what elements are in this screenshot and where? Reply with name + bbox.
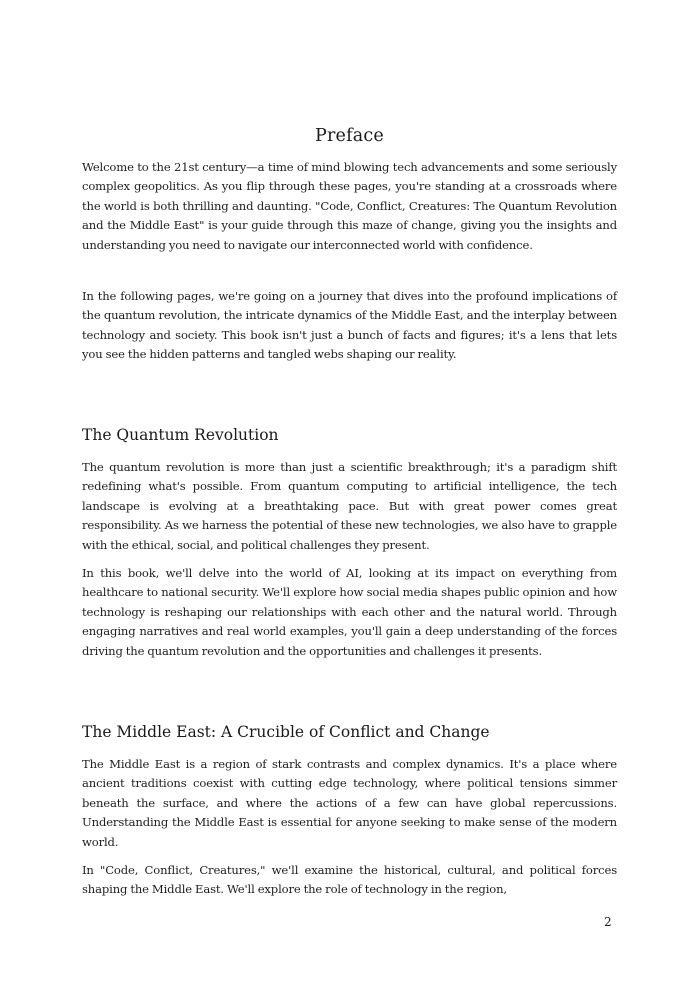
section-heading-quantum-revolution: The Quantum Revolution [82,426,279,444]
middle-east-paragraph-2: In "Code, Conflict, Creatures," we'll examine the historical, cultural, and political forces shaping the Middle East. We'll explore the role of technology in the region, [82,863,617,897]
section-heading-middle-east: The Middle East: A Crucible of Conflict and Change [82,723,490,741]
middle-east-paragraph-1: The Middle East is a region of stark contrasts and complex dynamics. It's a place where ancient traditions coexist with cutting edge technology, where political tensions simmer beneath the surface, and where the actions of a few can have global repercussions. Understanding the Middle East is essential for anyone seeking to make sense of the modern world. [82,757,617,849]
quantum-paragraph-1: The quantum revolution is more than just a scientific breakthrough; it's a paradigm shift redefining what's possible. From quantum computing to artificial intelligence, the tech landscape is evolving at a breathtaking pace. But with great power comes great responsibility. As we harness the potential of these new technologies, we also have to grapple with the ethical, social, and political challenges they present. [82,460,617,552]
preface-paragraph-2: In the following pages, we're going on a journey that dives into the profound implications of the quantum revolution, the intricate dynamics of the Middle East, and the interplay between technology and society. This book isn't just a bunch of facts and figures; it's a lens that lets you see the hidden patterns and tangled webs shaping our reality. [82,289,617,362]
quantum-paragraph-2: In this book, we'll delve into the world of AI, looking at its impact on everything from healthcare to national security. We'll explore how social media shapes public opinion and how technology is reshaping our relationships with each other and the natural world. Through engaging narratives and real world examples, you'll gain a deep understanding of the forces driving the quantum revolution and the opportunities and challenges it presents. [82,566,617,658]
page-number: 2 [604,915,612,929]
preface-paragraph-1: Welcome to the 21st century—a time of mind blowing tech advancements and some seriously complex geopolitics. As you flip through these pages, you're standing at a crossroads where the world is both thrilling and daunting. "Code, Conflict, Creatures: The Quantum Revolution and the Middle East" is your guide through this maze of change, giving you the insights and understanding you need to navigate our interconnected world with confidence. [82,160,617,252]
page-title: Preface [315,126,384,146]
